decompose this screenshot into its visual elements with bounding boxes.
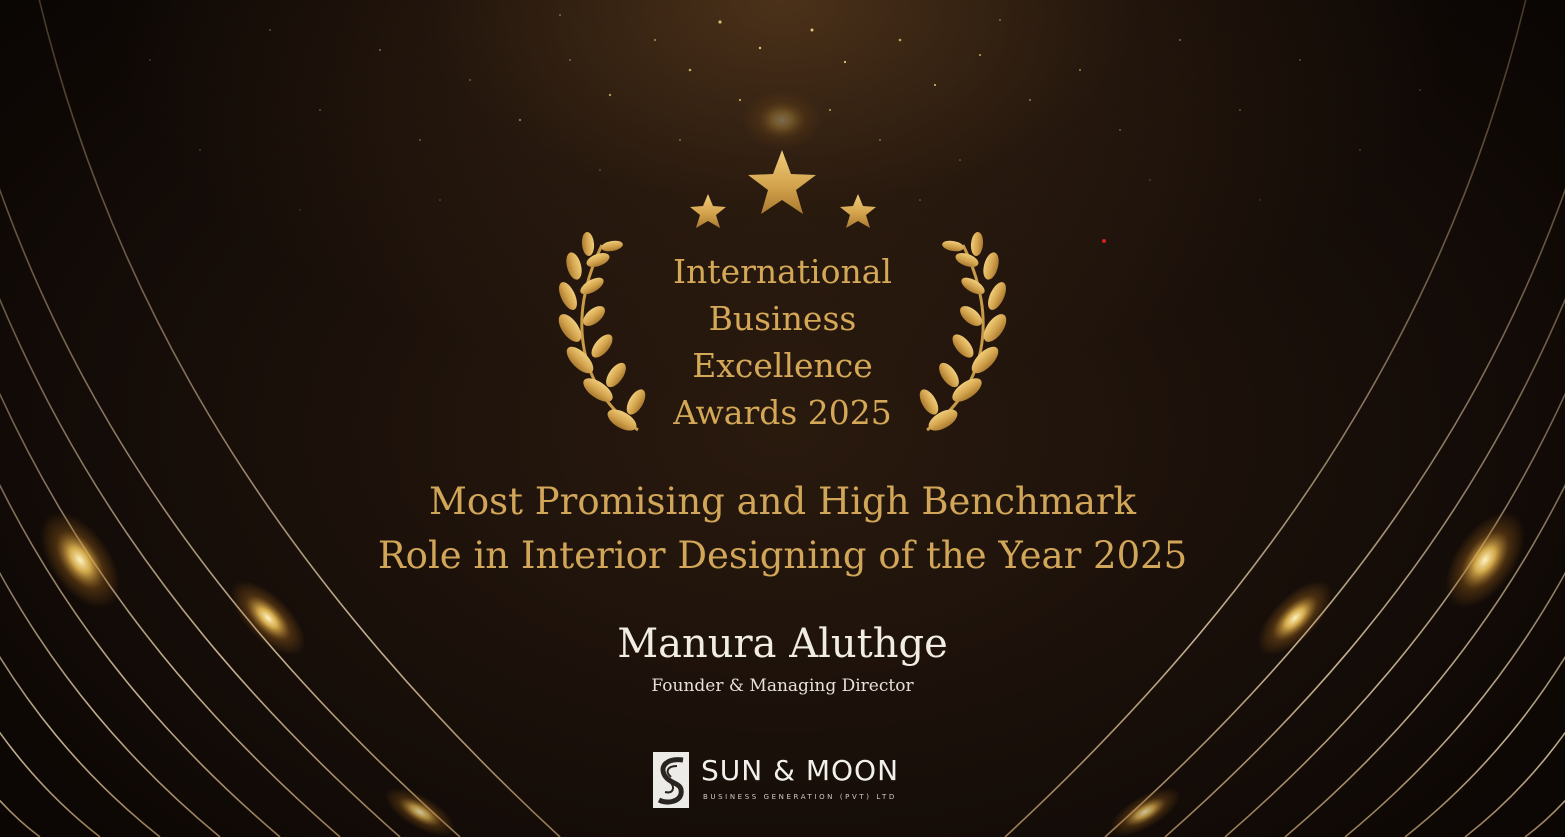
company-logo xyxy=(653,750,923,810)
award-title-line: Excellence xyxy=(692,346,873,385)
award-category-line: Role in Interior Designing of the Year 2025 xyxy=(377,534,1188,577)
award-title-line: Business xyxy=(708,299,857,338)
right-arcs xyxy=(1005,0,1565,837)
star-icon xyxy=(690,194,726,228)
star-icon xyxy=(840,194,876,228)
sun-moon-logo-icon xyxy=(653,752,689,808)
company-tagline: BUSINESS GENERATION (PVT) LTD xyxy=(703,793,897,801)
company-name: SUN & MOON xyxy=(701,754,900,787)
left-arcs xyxy=(0,0,560,837)
recipient-name: Manura Aluthge xyxy=(617,621,948,667)
star-icon xyxy=(748,150,816,214)
award-category-line: Most Promising and High Benchmark xyxy=(428,480,1137,523)
recipient-role: Founder & Managing Director xyxy=(651,676,914,696)
award-title-line: International xyxy=(673,252,892,291)
award-title-line: Awards 2025 xyxy=(673,393,892,432)
award-title xyxy=(600,248,965,436)
award-category xyxy=(250,475,1315,583)
red-dot xyxy=(1102,239,1106,243)
